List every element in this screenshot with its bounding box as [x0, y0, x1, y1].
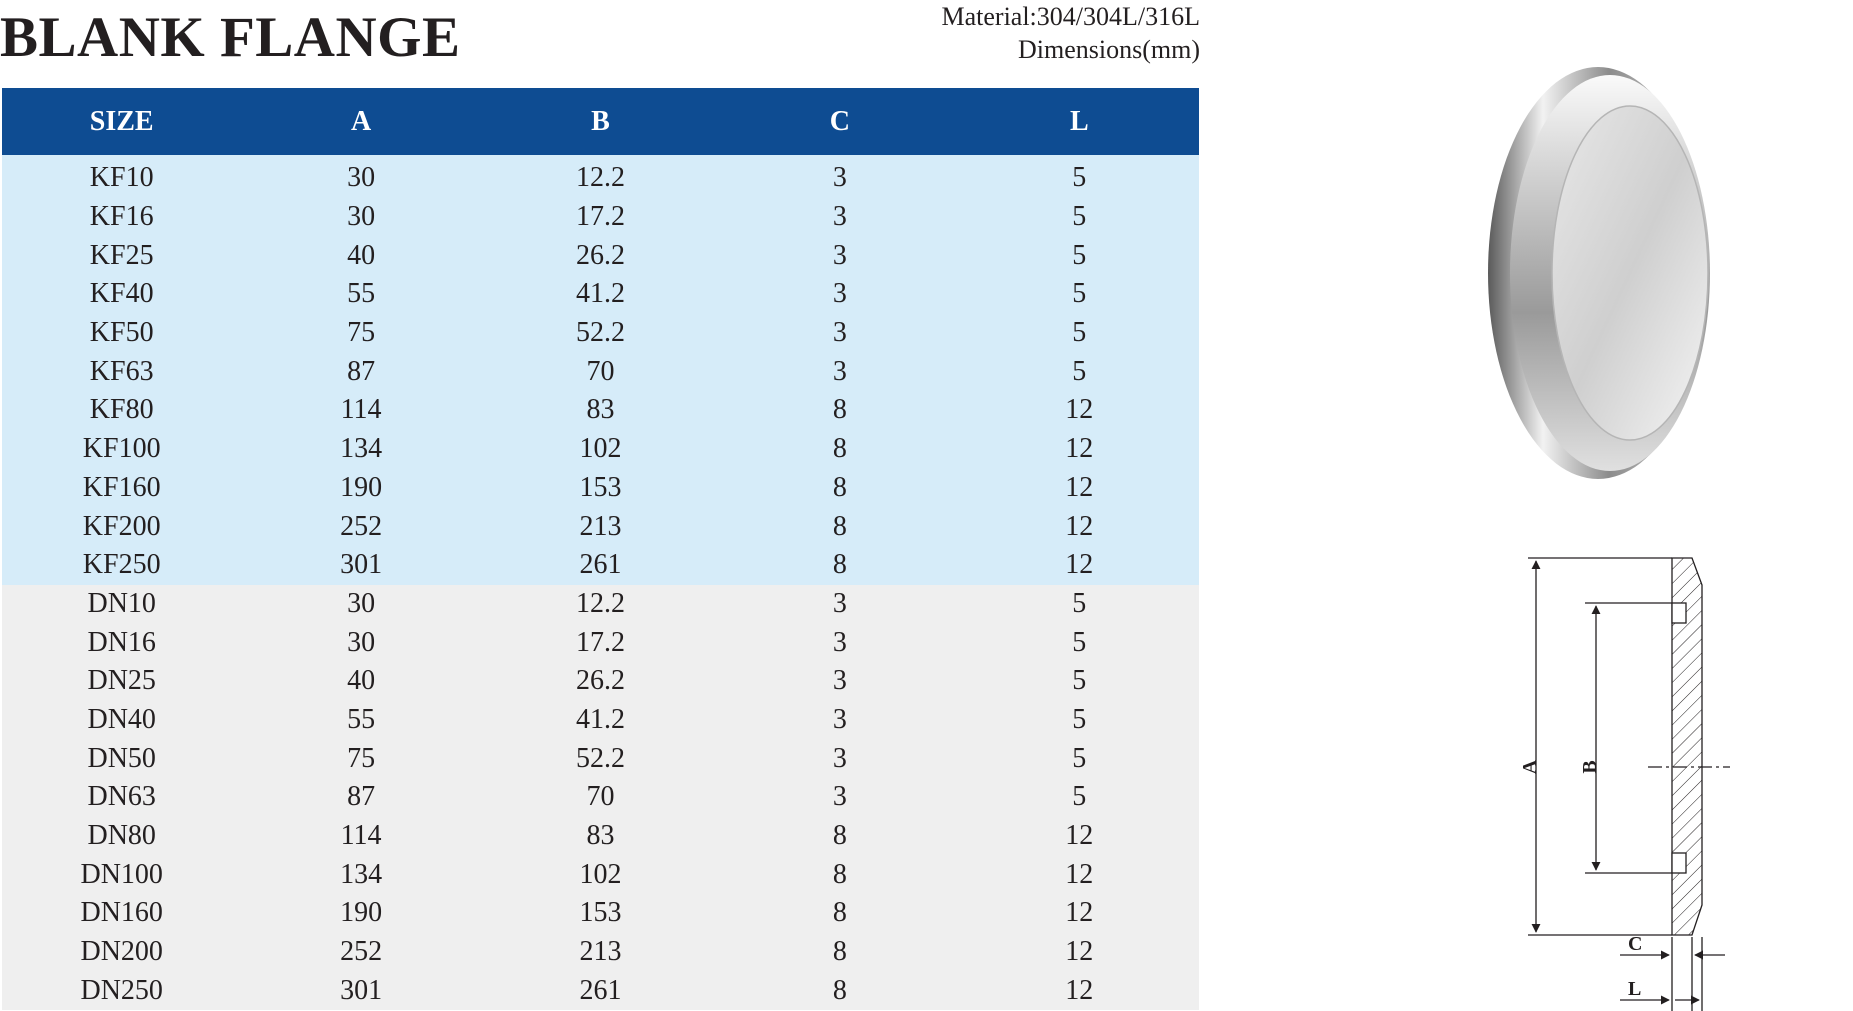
table-cell-b: 52.2 [481, 739, 720, 778]
table-cell-c: 3 [720, 701, 959, 740]
table-cell-size: KF80 [2, 391, 241, 430]
table-cell-b: 52.2 [481, 314, 720, 353]
seal-groove-bottom [1672, 853, 1686, 873]
dimensions-unit-text: Dimensions(mm) [1018, 35, 1200, 64]
table-cell-l: 5 [960, 778, 1199, 817]
table-cell-b: 41.2 [481, 701, 720, 740]
table-cell-c: 3 [720, 778, 959, 817]
table-cell-a: 40 [241, 236, 480, 275]
table-cell-l: 5 [960, 739, 1199, 778]
table-cell-a: 75 [241, 739, 480, 778]
table-row [2, 155, 1199, 198]
table-cell-b: 213 [481, 933, 720, 972]
table-cell-l: 12 [960, 933, 1199, 972]
table-cell-b: 41.2 [481, 275, 720, 314]
table-cell-l: 12 [960, 546, 1199, 585]
table-cell-c: 3 [720, 352, 959, 391]
table-row [2, 585, 1199, 624]
table-cell-a: 134 [241, 855, 480, 894]
table-cell-l: 5 [960, 275, 1199, 314]
table-cell-a: 30 [241, 585, 480, 624]
table-cell-l: 12 [960, 507, 1199, 546]
table-cell-a: 87 [241, 352, 480, 391]
table-cell-l: 12 [960, 855, 1199, 894]
header-size: SIZE [2, 88, 241, 155]
table-cell-c: 8 [720, 507, 959, 546]
table-cell-b: 102 [481, 855, 720, 894]
header-a: A [241, 88, 480, 155]
table-cell-a: 301 [241, 546, 480, 585]
table-cell-c: 3 [720, 739, 959, 778]
table-cell-l: 5 [960, 314, 1199, 353]
table-cell-b: 26.2 [481, 662, 720, 701]
table-cell-size: KF10 [2, 155, 241, 198]
flange-face [1552, 106, 1708, 440]
table-cell-a: 252 [241, 933, 480, 972]
table-cell-b: 261 [481, 971, 720, 1010]
table-cell-c: 8 [720, 817, 959, 856]
table-cell-a: 87 [241, 778, 480, 817]
table-row [2, 314, 1199, 353]
table-row [2, 817, 1199, 856]
table-cell-size: DN63 [2, 778, 241, 817]
table-cell-size: DN50 [2, 739, 241, 778]
table-cell-l: 5 [960, 352, 1199, 391]
table-cell-c: 3 [720, 662, 959, 701]
dimension-table [2, 88, 1199, 1010]
table-cell-size: KF200 [2, 507, 241, 546]
table-cell-l: 5 [960, 662, 1199, 701]
table-cell-a: 134 [241, 430, 480, 469]
table-cell-b: 153 [481, 894, 720, 933]
table-cell-b: 213 [481, 507, 720, 546]
label-c: C [1628, 933, 1643, 955]
table-cell-b: 26.2 [481, 236, 720, 275]
table-cell-size: DN250 [2, 971, 241, 1010]
table-cell-l: 12 [960, 817, 1199, 856]
label-a: A [1519, 759, 1541, 775]
table-row [2, 739, 1199, 778]
table-cell-a: 30 [241, 155, 480, 198]
table-row [2, 469, 1199, 508]
table-cell-size: KF160 [2, 469, 241, 508]
flange-photo [1470, 55, 1740, 490]
table-cell-b: 83 [481, 817, 720, 856]
table-cell-b: 17.2 [481, 623, 720, 662]
table-row [2, 352, 1199, 391]
table-cell-l: 5 [960, 701, 1199, 740]
table-row [2, 894, 1199, 933]
table-cell-b: 261 [481, 546, 720, 585]
table-row [2, 275, 1199, 314]
table-cell-size: DN16 [2, 623, 241, 662]
table-row [2, 778, 1199, 817]
table-cell-l: 12 [960, 469, 1199, 508]
table-cell-l: 5 [960, 198, 1199, 237]
material-text: Material:304/304L/316L [941, 2, 1200, 31]
table-cell-l: 12 [960, 971, 1199, 1010]
table-cell-a: 114 [241, 391, 480, 430]
table-cell-a: 190 [241, 469, 480, 508]
table-cell-c: 8 [720, 933, 959, 972]
table-row [2, 391, 1199, 430]
seal-groove-top [1672, 603, 1686, 623]
header-l: L [960, 88, 1199, 155]
table-cell-a: 301 [241, 971, 480, 1010]
table-cell-size: DN10 [2, 585, 241, 624]
table-row [2, 701, 1199, 740]
table-cell-b: 70 [481, 352, 720, 391]
table-cell-l: 5 [960, 155, 1199, 198]
spec-meta [941, 0, 1200, 66]
table-cell-a: 30 [241, 198, 480, 237]
table-row [2, 507, 1199, 546]
table-cell-a: 30 [241, 623, 480, 662]
table-cell-size: DN160 [2, 894, 241, 933]
table-cell-c: 8 [720, 855, 959, 894]
table-cell-b: 83 [481, 391, 720, 430]
label-b: B [1579, 760, 1601, 774]
table-cell-b: 153 [481, 469, 720, 508]
table-cell-a: 252 [241, 507, 480, 546]
table-cell-c: 8 [720, 894, 959, 933]
table-cell-l: 12 [960, 391, 1199, 430]
table-cell-b: 70 [481, 778, 720, 817]
table-cell-c: 3 [720, 623, 959, 662]
table-row [2, 933, 1199, 972]
page-title: BLANK FLANGE [0, 6, 461, 69]
table-cell-c: 8 [720, 546, 959, 585]
table-row [2, 662, 1199, 701]
flange-technical-drawing [1470, 545, 1750, 1011]
table-cell-b: 102 [481, 430, 720, 469]
table-cell-c: 3 [720, 198, 959, 237]
table-cell-size: DN40 [2, 701, 241, 740]
table-cell-l: 12 [960, 430, 1199, 469]
table-cell-c: 3 [720, 275, 959, 314]
table-cell-size: DN100 [2, 855, 241, 894]
table-cell-c: 8 [720, 430, 959, 469]
table-cell-c: 3 [720, 155, 959, 198]
table-cell-size: KF63 [2, 352, 241, 391]
table-cell-a: 40 [241, 662, 480, 701]
table-cell-c: 8 [720, 971, 959, 1010]
table-row [2, 430, 1199, 469]
table-cell-a: 114 [241, 817, 480, 856]
table-row [2, 236, 1199, 275]
header-b: B [481, 88, 720, 155]
table-cell-c: 8 [720, 469, 959, 508]
table-cell-size: DN25 [2, 662, 241, 701]
table-cell-b: 12.2 [481, 155, 720, 198]
table-cell-a: 55 [241, 701, 480, 740]
table-row [2, 855, 1199, 894]
header-c: C [720, 88, 959, 155]
table-cell-l: 5 [960, 236, 1199, 275]
table-cell-c: 3 [720, 314, 959, 353]
table-body [2, 155, 1199, 1010]
table-cell-size: KF50 [2, 314, 241, 353]
table-cell-size: KF250 [2, 546, 241, 585]
table-cell-size: KF25 [2, 236, 241, 275]
table-row [2, 971, 1199, 1010]
table-row [2, 546, 1199, 585]
table-cell-c: 8 [720, 391, 959, 430]
table-cell-size: DN80 [2, 817, 241, 856]
table-header-row [2, 88, 1199, 155]
table-row [2, 198, 1199, 237]
table-cell-c: 3 [720, 585, 959, 624]
table-cell-l: 12 [960, 894, 1199, 933]
table-cell-size: KF40 [2, 275, 241, 314]
table-cell-size: KF100 [2, 430, 241, 469]
table-cell-b: 17.2 [481, 198, 720, 237]
table-cell-a: 190 [241, 894, 480, 933]
table-row [2, 623, 1199, 662]
table-cell-b: 12.2 [481, 585, 720, 624]
table-cell-l: 5 [960, 623, 1199, 662]
table-cell-a: 75 [241, 314, 480, 353]
table-cell-c: 3 [720, 236, 959, 275]
table-cell-size: KF16 [2, 198, 241, 237]
table-cell-size: DN200 [2, 933, 241, 972]
table-cell-a: 55 [241, 275, 480, 314]
table-cell-l: 5 [960, 585, 1199, 624]
label-l: L [1628, 978, 1642, 1000]
